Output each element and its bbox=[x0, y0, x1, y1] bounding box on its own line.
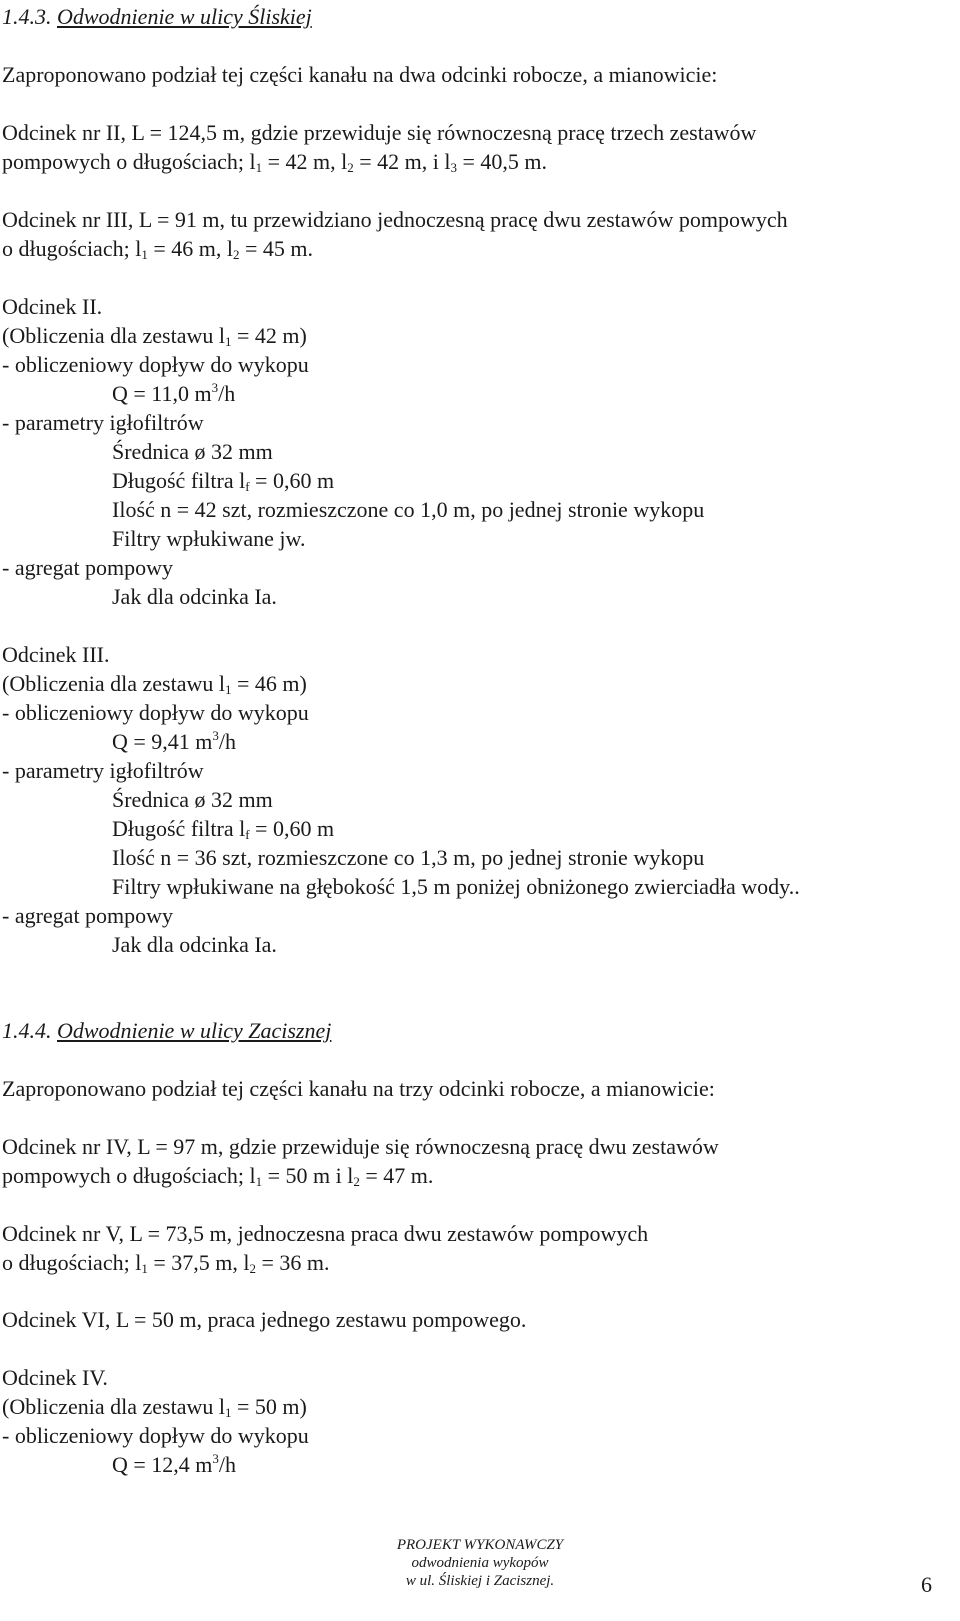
odcinek-ii-diameter: Średnica ø 32 mm bbox=[112, 439, 273, 464]
odcinek-ii-count: Ilość n = 42 szt, rozmieszczone co 1,0 m, po jednej stronie wykopu bbox=[112, 497, 705, 522]
segment-v-line2: o długościach; $l_1 = 37,5$ m, $l_2 = 36$ m. bbox=[2, 1250, 330, 1276]
segment-vi: Odcinek VI, L = 50 m, praca jednego zestawu pompowego. bbox=[2, 1307, 527, 1332]
footer-line-3: w ul. Śliskiej i Zacisznej. bbox=[405, 1573, 555, 1589]
odcinek-iii-diameter: Średnica ø 32 mm bbox=[112, 787, 273, 812]
odcinek-iii-q: Q = 9,41 $m^3/h$ bbox=[112, 728, 237, 754]
odcinek-iv-heading: Odcinek IV. bbox=[2, 1365, 108, 1390]
section1-intro: Zaproponowano podział tej części kanału na dwa odcinki robocze, a mianowicie: bbox=[2, 62, 718, 87]
odcinek-iii-params-label: - parametry igłofiltrów bbox=[2, 758, 204, 783]
footer bbox=[300, 1536, 660, 1590]
page-number: 6 bbox=[921, 1572, 932, 1597]
section-title: Odwodnienie w ulicy Zacisznej bbox=[57, 1018, 332, 1043]
odcinek-ii-filter-length: Długość filtra $l_f = 0,60$ m bbox=[112, 468, 335, 494]
odcinek-ii-inflow-label: - obliczeniowy dopływ do wykopu bbox=[2, 352, 309, 377]
odcinek-iii-calc: (Obliczenia dla zestawu $l_1 = 46$ m) bbox=[2, 671, 307, 697]
odcinek-iii-count: Ilość n = 36 szt, rozmieszczone co 1,3 m, po jednej stronie wykopu bbox=[112, 845, 705, 870]
segment-iii-line2: o długościach; $l_1 = 46$ m, $l_2 = 45$ m. bbox=[2, 236, 313, 262]
odcinek-iii-inflow-label: - obliczeniowy dopływ do wykopu bbox=[2, 700, 309, 725]
odcinek-ii-pump: Jak dla odcinka Ia. bbox=[112, 584, 277, 609]
odcinek-iii-pump: Jak dla odcinka Ia. bbox=[112, 932, 277, 957]
section-number: 1.4.4. bbox=[2, 1018, 52, 1043]
odcinek-iii-heading: Odcinek III. bbox=[2, 642, 110, 667]
odcinek-ii-q: Q = 11,0 $m^3/h$ bbox=[112, 380, 236, 406]
section-number: 1.4.3. bbox=[2, 4, 52, 29]
segment-iv-line2: pompowych o długościach; $l_1 = 50$ m i $l_2 = 47$ m. bbox=[2, 1163, 434, 1189]
odcinek-iii-filters: Filtry wpłukiwane na głębokość 1,5 m poniżej obniżonego zwierciadła wody.. bbox=[112, 874, 800, 899]
segment-v-line1: Odcinek nr V, L = 73,5 m, jednoczesna praca dwu zestawów pompowych bbox=[2, 1221, 649, 1246]
odcinek-ii-heading: Odcinek II. bbox=[2, 294, 103, 319]
odcinek-ii-filters: Filtry wpłukiwane jw. bbox=[112, 526, 306, 551]
segment-iii-line1: Odcinek nr III, L = 91 m, tu przewidziano jednoczesną pracę dwu zestawów pompowych bbox=[2, 207, 788, 232]
odcinek-iv-q: Q = 12,4 $m^3/h$ bbox=[112, 1451, 237, 1477]
section-heading-1-4-3 bbox=[2, 4, 312, 30]
odcinek-ii-params-label: - parametry igłofiltrów bbox=[2, 410, 204, 435]
footer-line-2: odwodnienia wykopów bbox=[411, 1555, 549, 1571]
segment-iv-line1: Odcinek nr IV, L = 97 m, gdzie przewiduje się równoczesną pracę dwu zestawów bbox=[2, 1134, 719, 1159]
odcinek-iii-filter-length: Długość filtra $l_f = 0,60$ m bbox=[112, 816, 335, 842]
segment-ii-line1: Odcinek nr II, L = 124,5 m, gdzie przewiduje się równoczesną pracę trzech zestawów bbox=[2, 120, 757, 145]
odcinek-ii-pump-label: - agregat pompowy bbox=[2, 555, 174, 580]
segment-ii-line2: pompowych o długościach; $l_1 = 42$ m, $l_2 = 42$ m, i $l_3 = 40,5$ m. bbox=[2, 149, 547, 175]
section-title: Odwodnienie w ulicy Śliskiej bbox=[57, 4, 312, 29]
footer-line-1: PROJEKT WYKONAWCZY bbox=[396, 1537, 564, 1553]
section-heading-1-4-4 bbox=[2, 1018, 331, 1044]
odcinek-iii-pump-label: - agregat pompowy bbox=[2, 903, 174, 928]
odcinek-ii-calc: (Obliczenia dla zestawu $l_1 = 42$ m) bbox=[2, 323, 307, 349]
odcinek-iv-inflow-label: - obliczeniowy dopływ do wykopu bbox=[2, 1423, 309, 1448]
odcinek-iv-calc: (Obliczenia dla zestawu $l_1 = 50$ m) bbox=[2, 1394, 307, 1420]
section2-intro: Zaproponowano podział tej części kanału na trzy odcinki robocze, a mianowicie: bbox=[2, 1076, 715, 1101]
